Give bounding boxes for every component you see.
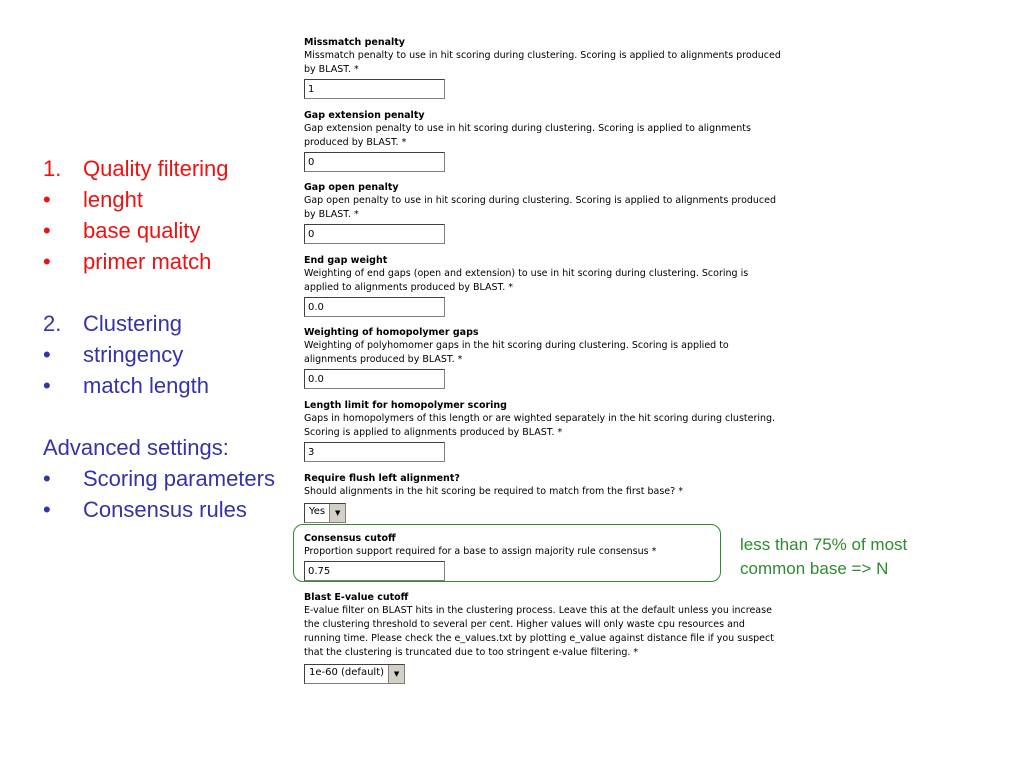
select-value: Yes bbox=[309, 506, 326, 517]
homopolymer-gaps-field bbox=[304, 326, 784, 389]
list-item bbox=[43, 246, 283, 277]
field-description: Gap extension penalty to use in hit scoring during clustering. Scoring is applied to alignments produced by BLAST. * bbox=[304, 123, 751, 148]
list-item-label: base quality bbox=[83, 218, 201, 243]
gap-extension-penalty-input[interactable] bbox=[304, 152, 445, 172]
field-description: E-value filter on BLAST hits in the clustering process. Leave this at the default unless you increase the clustering threshold to several per cent. Higher values will only waste cpu resources and running time. Please check the e_values.txt by plotting e_value against distance file if you suspect that the clustering is truncated due to too stringent e-value filtering. * bbox=[304, 605, 774, 658]
section-title: Quality filtering bbox=[83, 156, 229, 181]
homopolymer-length-limit-field bbox=[304, 399, 784, 462]
field-description: Weighting of end gaps (open and extension) to use in hit scoring during clustering. Scoring is applied to alignments produced by BLAST. * bbox=[304, 268, 749, 293]
end-gap-weight-field bbox=[304, 254, 784, 317]
field-description: Missmatch penalty to use in hit scoring during clustering. Scoring is applied to alignments produced by BLAST. * bbox=[304, 50, 781, 75]
field-description: Gaps in homopolymers of this length or are wighted separately in the hit scoring during clustering. Scoring is applied to alignments produced by BLAST. * bbox=[304, 413, 776, 438]
list-item-label: stringency bbox=[83, 342, 184, 367]
list-item-label: Scoring parameters bbox=[83, 466, 275, 491]
bullet: • bbox=[43, 373, 51, 398]
bullet: • bbox=[43, 497, 51, 522]
list-item bbox=[43, 184, 283, 215]
list-item bbox=[43, 339, 283, 370]
gap-extension-penalty-field bbox=[304, 109, 784, 172]
section-number: 1. bbox=[43, 156, 62, 181]
bullet: • bbox=[43, 187, 51, 212]
field-title: Length limit for homopolymer scoring bbox=[304, 400, 507, 411]
list-item bbox=[43, 494, 283, 525]
list-item-label: match length bbox=[83, 373, 209, 398]
evalue-select[interactable] bbox=[304, 664, 405, 684]
section-quality-filtering bbox=[43, 153, 283, 184]
consensus-highlight-box bbox=[293, 524, 721, 582]
bullet: • bbox=[43, 342, 51, 367]
advanced-settings-title bbox=[43, 432, 283, 463]
section-number: 2. bbox=[43, 311, 62, 336]
gap-open-penalty-field bbox=[304, 181, 784, 244]
field-title: Consensus cutoff bbox=[304, 533, 396, 544]
field-description: Gap open penalty to use in hit scoring during clustering. Scoring is applied to alignments produced by BLAST. * bbox=[304, 195, 777, 220]
field-title: Blast E-value cutoff bbox=[304, 592, 409, 603]
field-title: Gap open penalty bbox=[304, 182, 399, 193]
field-title: Require flush left alignment? bbox=[304, 473, 460, 484]
blast-evalue-cutoff-field bbox=[304, 591, 784, 684]
field-description: Should alignments in the hit scoring be required to match from the first base? * bbox=[304, 486, 683, 497]
end-gap-weight-input[interactable] bbox=[304, 297, 445, 317]
list-item-label: lenght bbox=[83, 187, 143, 212]
list-item-label: primer match bbox=[83, 249, 212, 274]
field-title: Weighting of homopolymer gaps bbox=[304, 327, 479, 338]
section-clustering bbox=[43, 308, 283, 339]
chevron-down-icon[interactable]: ▼ bbox=[329, 504, 345, 522]
mismatch-penalty-field bbox=[304, 36, 784, 99]
bullet: • bbox=[43, 249, 51, 274]
list-item bbox=[43, 370, 283, 401]
select-value: 1e-60 (default) bbox=[309, 667, 385, 678]
bullet: • bbox=[43, 218, 51, 243]
bullet: • bbox=[43, 466, 51, 491]
slide-outline bbox=[43, 153, 283, 525]
homopolymer-length-limit-input[interactable] bbox=[304, 442, 445, 462]
section-title: Clustering bbox=[83, 311, 183, 336]
flush-left-select[interactable] bbox=[304, 503, 346, 523]
section-title: Advanced settings: bbox=[43, 435, 229, 460]
list-item bbox=[43, 463, 283, 494]
field-title: Missmatch penalty bbox=[304, 37, 405, 48]
field-title: Gap extension penalty bbox=[304, 110, 425, 121]
chevron-down-icon[interactable]: ▼ bbox=[388, 665, 404, 683]
field-description: Weighting of polyhomomer gaps in the hit scoring during clustering. Scoring is applied to alignments produced by BLAST. * bbox=[304, 340, 729, 365]
field-description: Proportion support required for a base to assign majority rule consensus * bbox=[304, 546, 657, 557]
gap-open-penalty-input[interactable] bbox=[304, 224, 445, 244]
flush-left-alignment-field bbox=[304, 472, 784, 523]
list-item bbox=[43, 215, 283, 246]
field-title: End gap weight bbox=[304, 255, 388, 266]
consensus-note: less than 75% of most common base => N bbox=[740, 535, 908, 578]
list-item-label: Consensus rules bbox=[83, 497, 247, 522]
mismatch-penalty-input[interactable] bbox=[304, 79, 445, 99]
homopolymer-gaps-input[interactable] bbox=[304, 369, 445, 389]
